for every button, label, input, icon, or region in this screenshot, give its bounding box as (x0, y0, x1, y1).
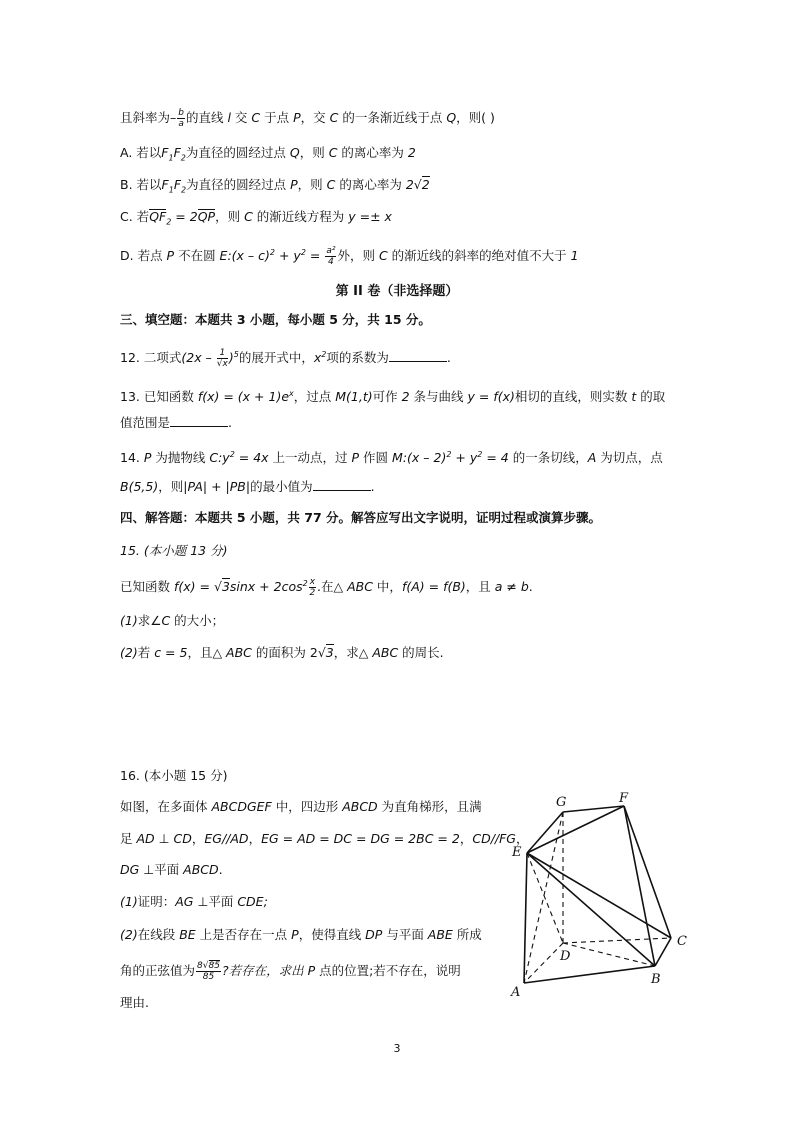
edge-da (524, 943, 563, 983)
edge-ge (527, 812, 563, 853)
fraction-a2-over-4: $\frac{\text{a²}}{4}$ (326, 246, 336, 268)
q11-option-b: B. 若以$F_1F_2$为直径的圆经过点 P，则 C 的离心率为 2√2 (120, 177, 430, 195)
fraction-x-over-2: $\frac{x}{2}$ (309, 577, 316, 599)
vertex-label-e: E (512, 845, 522, 860)
vertex-label-a: A (511, 985, 521, 1000)
q14-line2: B(5,5)，则|PA| + |PB|的最小值为 . (120, 479, 375, 494)
answer-blank[interactable] (170, 414, 228, 427)
vertex-label-b: B (651, 972, 661, 987)
edge-dc (563, 938, 671, 943)
edge-ec (527, 853, 671, 938)
q11-option-a: A. 若以$F_1F_2$为直径的圆经过点 Q，则 C 的离心率为 2 (120, 145, 416, 163)
q15-heading: 15. (本小题 13 分) (120, 543, 228, 558)
q16-heading: 16. (本小题 15 分) (120, 768, 228, 783)
edge-fc (624, 806, 671, 938)
q16-line2: 足 AD ⊥ CD，EG//AD，EG = AD = DC = DG = 2BC = 2，CD//FG， (120, 831, 529, 846)
vertex-label-f: F (619, 791, 629, 806)
edge-fe (527, 806, 624, 853)
q13-line1: 13. 已知函数 $f(x) = (x + 1)e^x$，过点 M(1,t)可作 2 条与曲线 y = f(x)相切的直线，则实数 t 的取 (120, 389, 666, 405)
hidden-edges (524, 812, 671, 983)
fraction-1-over-sqrt-x: $\frac{1}{√x}$ (216, 348, 228, 370)
q16-part2-line2: 角的正弦值为 $\frac{8√85}{85}$ ?若存在，求出 P 点的位置;若不存在，说明 (120, 961, 461, 982)
vertex-label-c: C (677, 934, 687, 949)
fraction-8sqrt85-over-85: $\frac{8√85}{85}$ (197, 961, 220, 982)
section-2-title: 第 II 卷（非选择题） (335, 284, 459, 299)
polyhedron-figure (500, 788, 710, 1003)
solid-edges (524, 806, 671, 983)
page-number: 3 (393, 1042, 401, 1055)
q16-part2: (2)在线段 BE 上是否存在一点 P，使得直线 DP 与平面 ABE 所成 (120, 927, 482, 942)
q11-stem: 且斜率为– $\frac{b}{a}$ 的直线 l 交 C 于点 P，交 C 的一条渐近线于点 Q，则( ) (120, 108, 495, 129)
q14-line1: 14. P 为抛物线 $C:y^2 = 4x$ 上一动点，过 P 作圆 M:(x – $2)^2 + y^2 = 4$ 的一条切线，A 为切点，点 (120, 450, 663, 466)
edge-ed (527, 853, 563, 943)
q13-line2: 值范围是 . (120, 415, 232, 430)
q15-stem: 已知函数 $f(x) = √3\sin x + 2\cos^2$ $\frac{x}{2}$ .在△ ABC 中，f(A) = f(B)，且 a ≠ b. (120, 577, 533, 599)
answer-blank[interactable] (313, 478, 371, 491)
edge-bc (655, 938, 671, 966)
edge-ab (524, 966, 655, 983)
fraction-b-over-a: $\frac{b}{a}$ (178, 108, 184, 129)
vertex-label-d: D (560, 949, 571, 964)
vertex-label-g: G (556, 795, 567, 810)
section-3-heading: 三、填空题：本题共 3 小题，每小题 5 分，共 15 分。 (120, 312, 431, 327)
q16-line1: 如图，在多面体 ABCDGEF 中，四边形 ABCD 为直角梯形，且满 (120, 799, 482, 814)
answer-blank[interactable] (389, 349, 447, 362)
q11-option-d: D. 若点 P 不在圆 E:(x – $c)^2 + y^2$ = $\frac{\text{a²}}{4}$ 外，则 C 的渐近线的斜率的绝对值不大于 1 (120, 246, 579, 268)
q16-part2-line3: 理由. (120, 995, 149, 1010)
q15-part2: (2)若 c = 5，且△ ABC 的面积为 2√3，求△ ABC 的周长. (120, 645, 444, 660)
q12: 12. 二项式(2x – $\frac{1}{√x}$ )$^5$的展开式中，$x^2$项的系数为 . (120, 348, 451, 370)
q16-part1: (1)证明：AG ⊥平面 CDE; (120, 894, 268, 909)
q16-line3: DG ⊥平面 ABCD. (120, 862, 223, 877)
q15-part1: (1)求∠C 的大小； (120, 613, 225, 628)
section-4-heading: 四、解答题：本题共 5 小题，共 77 分。解答应写出文字说明，证明过程或演算步骤。 (120, 510, 602, 525)
q11-option-c: C. 若$QF_2 = 2QP$，则 C 的渐近线方程为 y =± x (120, 209, 392, 227)
edge-ea (524, 853, 527, 983)
